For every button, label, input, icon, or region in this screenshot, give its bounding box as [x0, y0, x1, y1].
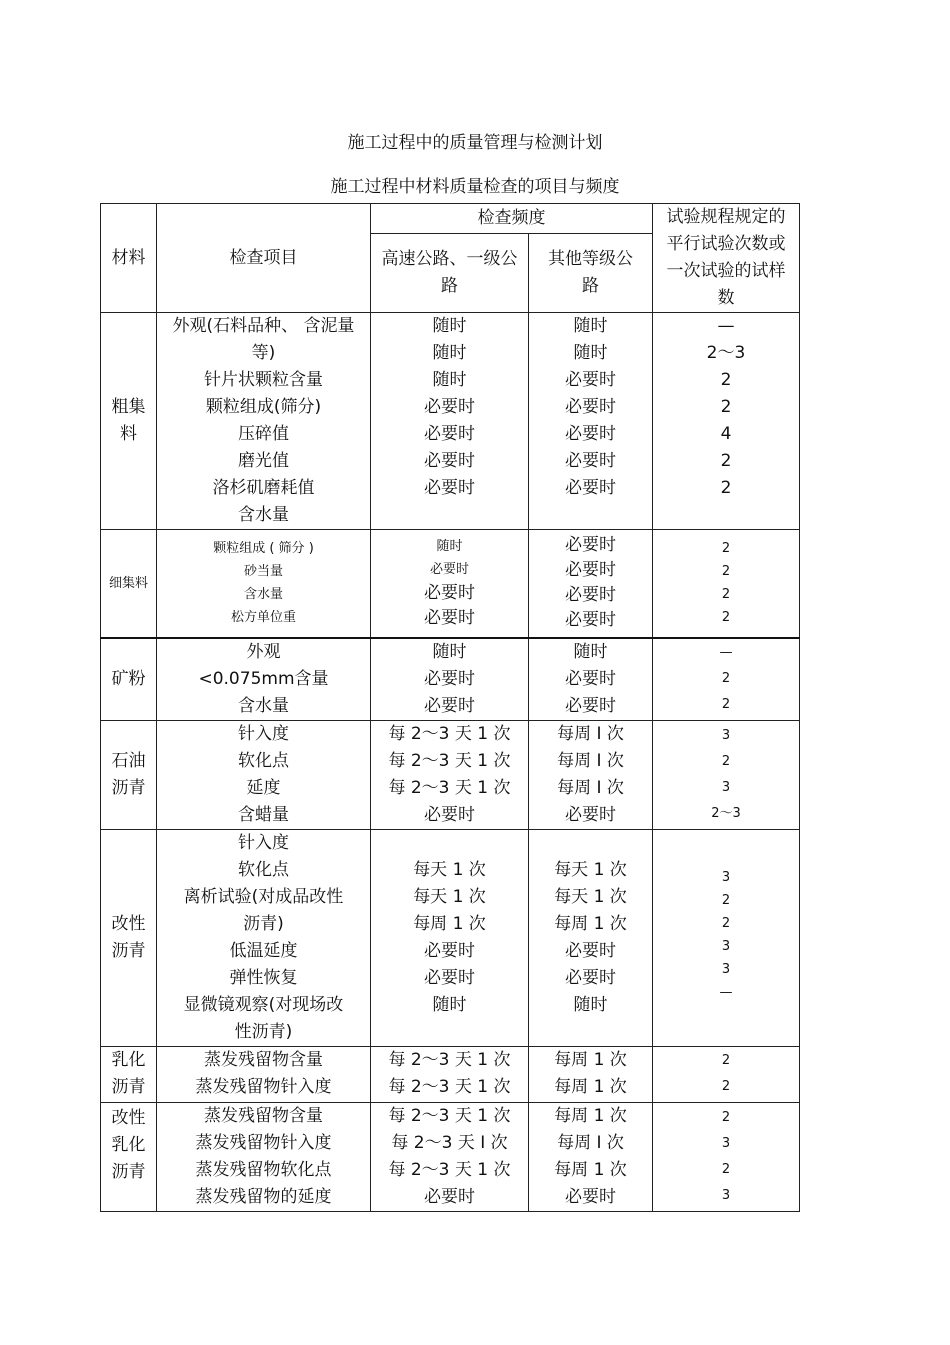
freq-other-cell: 每周 1 次 每周 Ⅰ 次 每周 1 次 必要时 [529, 1102, 653, 1211]
freq-other-cell: 每天 1 次 每天 1 次 每周 1 次 必要时 必要时 随时 [529, 829, 653, 1046]
table-row [101, 720, 800, 829]
table-title: 施工过程中材料质量检查的项目与频度 [330, 177, 620, 197]
header-samples: 试验规程规定的 平行试验次数或 一次试验的试样 数 [653, 204, 800, 313]
items-cell: 针入度 软化点 离析试验(对成品改性 沥青) 低温延度 弹性恢复 显微镜观察(对现场改 性沥青) [157, 829, 371, 1046]
material-cell: 改性 乳化 沥青 [101, 1102, 157, 1211]
freq-high-cell: 每 2～3 天 1 次 每 2～3 天 Ⅰ 次 每 2～3 天 1 次 必要时 [371, 1102, 529, 1211]
header-material: 材料 [101, 204, 157, 313]
freq-other-cell: 每周 1 次 每周 1 次 [529, 1046, 653, 1102]
freq-high-cell: 随时 随时 随时 必要时 必要时 必要时 必要时 [371, 313, 529, 530]
freq-high-cell: 每天 1 次 每天 1 次 每周 1 次 必要时 必要时 随时 [371, 829, 529, 1046]
material-cell: 乳化 沥青 [101, 1046, 157, 1102]
header-freq-other: 其他等级公 路 [529, 234, 653, 313]
samples-cell: 3 2 3 2～3 [653, 720, 800, 829]
items-cell: 颗粒组成 ( 筛分 ) 砂当量 含水量 松方单位重 [157, 530, 371, 638]
table-row [101, 530, 800, 638]
page-title: 施工过程中的质量管理与检测计划 [347, 133, 603, 153]
samples-cell: 2 2 2 2 [653, 530, 800, 638]
freq-high-cell: 每 2～3 天 1 次 每 2～3 天 1 次 每 2～3 天 1 次 必要时 [371, 720, 529, 829]
items-cell: 外观 <0.075mm含量 含水量 [157, 638, 371, 721]
table-row [101, 638, 800, 721]
freq-other-cell: 必要时 必要时 必要时 必要时 [529, 530, 653, 638]
freq-other-cell: 每周 Ⅰ 次 每周 Ⅰ 次 每周 Ⅰ 次 必要时 [529, 720, 653, 829]
table-row [101, 313, 800, 530]
freq-high-cell: 随时 必要时 必要时 [371, 638, 529, 721]
samples-cell: 3 2 2 3 3 — [653, 829, 800, 1046]
samples-cell: — 2～3 2 2 4 2 2 [653, 313, 800, 530]
samples-cell: 2 2 [653, 1046, 800, 1102]
table-row [101, 1046, 800, 1102]
freq-high-cell: 每 2～3 天 1 次 每 2～3 天 1 次 [371, 1046, 529, 1102]
material-cell: 改性 沥青 [101, 829, 157, 1046]
header-frequency: 检查频度 [371, 204, 653, 234]
freq-other-cell: 随时 必要时 必要时 [529, 638, 653, 721]
material-cell: 粗集 料 [101, 313, 157, 530]
table-row [101, 1102, 800, 1211]
header-freq-highway: 高速公路、一级公 路 [371, 234, 529, 313]
items-cell: 外观(石料品种、 含泥量 等) 针片状颗粒含量 颗粒组成(筛分) 压碎值 磨光值 洛杉矶磨耗值 含水量 [157, 313, 371, 530]
samples-cell: 2 3 2 3 [653, 1102, 800, 1211]
material-cell: 细集料 [101, 530, 157, 638]
items-cell: 蒸发残留物含量 蒸发残留物针入度 蒸发残留物软化点 蒸发残留物的延度 [157, 1102, 371, 1211]
material-cell: 石油 沥青 [101, 720, 157, 829]
items-cell: 针入度 软化点 延度 含蜡量 [157, 720, 371, 829]
freq-high-cell: 随时 必要时 必要时 必要时 [371, 530, 529, 638]
material-cell: 矿粉 [101, 638, 157, 721]
samples-cell: — 2 2 [653, 638, 800, 721]
freq-other-cell: 随时 随时 必要时 必要时 必要时 必要时 必要时 [529, 313, 653, 530]
items-cell: 蒸发残留物含量 蒸发残留物针入度 [157, 1046, 371, 1102]
inspection-table [100, 203, 800, 1212]
header-item: 检查项目 [157, 204, 371, 313]
table-row [101, 829, 800, 1046]
